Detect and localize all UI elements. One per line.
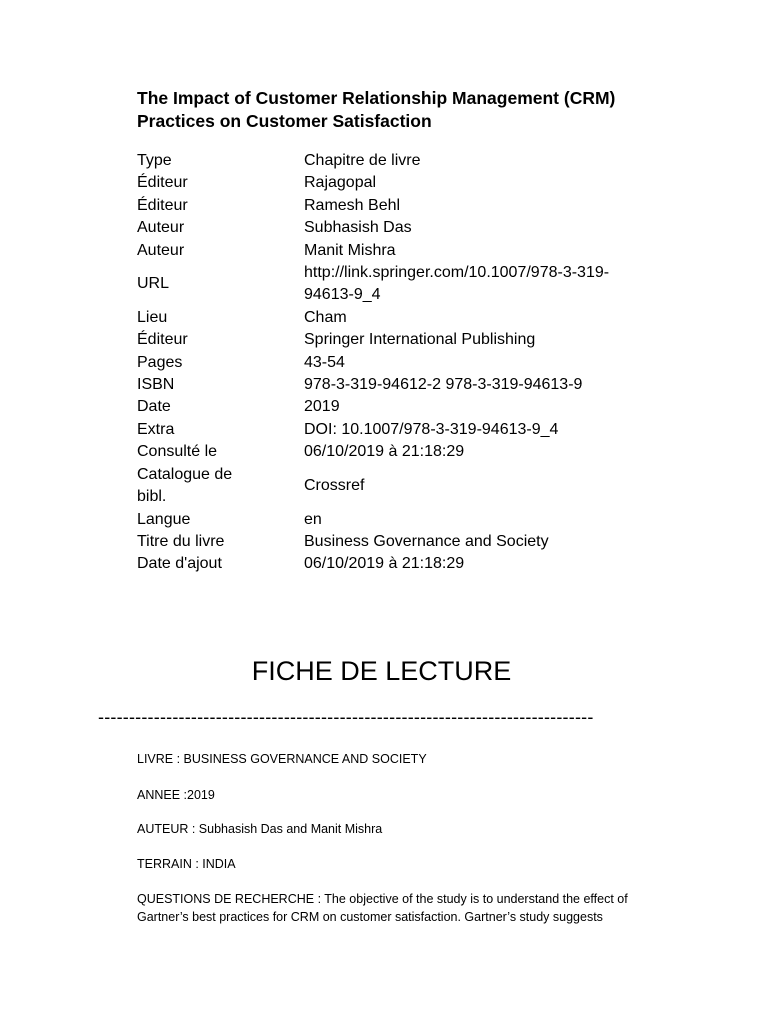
metadata-value bbox=[304, 172, 677, 194]
metadata-key bbox=[137, 195, 304, 217]
metadata-key-line: Pages bbox=[137, 353, 183, 371]
metadata-value bbox=[304, 441, 677, 463]
metadata-key-line: Consulté le bbox=[137, 443, 218, 461]
metadata-row bbox=[137, 172, 677, 194]
metadata-value-line: Subhasish Das bbox=[304, 219, 412, 237]
metadata-value-line: Springer International Publishing bbox=[304, 331, 536, 349]
metadata-value bbox=[304, 150, 677, 172]
metadata-key-line: URL bbox=[137, 275, 170, 293]
metadata-value bbox=[304, 195, 677, 217]
fiche-auteur: AUTEUR : Subhasish Das and Manit Mishra bbox=[137, 822, 383, 836]
metadata-row bbox=[137, 396, 677, 418]
metadata-key bbox=[137, 240, 304, 262]
metadata-value-line: Rajagopal bbox=[304, 174, 377, 192]
metadata-key bbox=[137, 531, 304, 553]
metadata-value bbox=[304, 509, 677, 531]
metadata-key bbox=[137, 329, 304, 351]
metadata-value-line: Manit Mishra bbox=[304, 241, 396, 259]
metadata-value bbox=[304, 374, 677, 396]
fiche-questions bbox=[137, 890, 687, 926]
metadata-key bbox=[137, 150, 304, 172]
metadata-key bbox=[137, 553, 304, 575]
metadata-value-line: en bbox=[304, 510, 322, 528]
metadata-key-line: Langue bbox=[137, 510, 191, 528]
metadata-row bbox=[137, 553, 677, 575]
metadata-value-line: 43-54 bbox=[304, 353, 345, 371]
fiche-annee: ANNEE :2019 bbox=[137, 788, 215, 802]
metadata-table bbox=[137, 150, 677, 576]
metadata-key-line: Extra bbox=[137, 420, 175, 438]
metadata-value-line: Ramesh Behl bbox=[304, 196, 401, 214]
metadata-value bbox=[304, 240, 677, 262]
metadata-key-line: Éditeur bbox=[137, 196, 188, 214]
metadata-key bbox=[137, 374, 304, 396]
metadata-value-line: Crossref bbox=[304, 476, 365, 494]
metadata-value-line: http://link.springer.com/10.1007/978-3-319- bbox=[304, 264, 610, 282]
metadata-key-line: bibl. bbox=[137, 488, 167, 506]
metadata-value-line: Chapitre de livre bbox=[304, 152, 421, 169]
metadata-row bbox=[137, 262, 677, 307]
metadata-key bbox=[137, 419, 304, 441]
metadata-key-line: Date bbox=[137, 398, 171, 416]
metadata-value bbox=[304, 396, 677, 418]
metadata-value-line: Cham bbox=[304, 308, 347, 326]
metadata-value-line: Business Governance and Society bbox=[304, 532, 549, 550]
document-title-line: The Impact of Customer Relationship Management (CRM) bbox=[137, 88, 616, 108]
separator-line: -------------------------------------------------------------------------------- bbox=[98, 707, 594, 727]
metadata-row bbox=[137, 217, 677, 239]
metadata-value-line: 94613-9_4 bbox=[304, 286, 381, 304]
metadata-key bbox=[137, 172, 304, 194]
metadata-key bbox=[137, 464, 304, 509]
metadata-row bbox=[137, 307, 677, 329]
fiche-questions-line: QUESTIONS DE RECHERCHE : The objective of the study is to understand the effect of bbox=[137, 892, 628, 906]
metadata-value bbox=[304, 531, 677, 553]
metadata-key bbox=[137, 307, 304, 329]
metadata-key bbox=[137, 352, 304, 374]
metadata-value-line: DOI: 10.1007/978-3-319-94613-9_4 bbox=[304, 420, 559, 438]
metadata-value-line: 06/10/2019 à 21:18:29 bbox=[304, 443, 465, 461]
fiche-livre: LIVRE : BUSINESS GOVERNANCE AND SOCIETY bbox=[137, 752, 427, 766]
metadata-value bbox=[304, 307, 677, 329]
metadata-value bbox=[304, 352, 677, 374]
metadata-value bbox=[304, 262, 677, 307]
metadata-key-line: ISBN bbox=[137, 376, 175, 394]
metadata-row bbox=[137, 352, 677, 374]
metadata-key-line: Éditeur bbox=[137, 174, 188, 192]
metadata-value bbox=[304, 329, 677, 351]
metadata-row bbox=[137, 374, 677, 396]
metadata-key-line: Catalogue de bbox=[137, 465, 233, 483]
metadata-row bbox=[137, 441, 677, 463]
metadata-key-line: Auteur bbox=[137, 219, 185, 237]
metadata-key-line: Type bbox=[137, 152, 172, 169]
metadata-value bbox=[304, 419, 677, 441]
metadata-key bbox=[137, 396, 304, 418]
metadata-key-line: Titre du livre bbox=[137, 532, 225, 550]
metadata-row bbox=[137, 464, 677, 509]
metadata-key-line: Lieu bbox=[137, 308, 168, 326]
metadata-row bbox=[137, 240, 677, 262]
metadata-value bbox=[304, 217, 677, 239]
metadata-value-line: 978-3-319-94612-2 978-3-319-94613-9 bbox=[304, 376, 583, 394]
fiche-terrain: TERRAIN : INDIA bbox=[137, 857, 236, 871]
metadata-value bbox=[304, 553, 677, 575]
metadata-row bbox=[137, 419, 677, 441]
metadata-row bbox=[137, 329, 677, 351]
metadata-row bbox=[137, 195, 677, 217]
metadata-key-line: Auteur bbox=[137, 241, 185, 259]
metadata-key bbox=[137, 509, 304, 531]
metadata-key bbox=[137, 262, 304, 307]
fiche-questions-line: Gartner’s best practices for CRM on customer satisfaction. Gartner’s study suggests bbox=[137, 910, 603, 924]
metadata-key-line: Éditeur bbox=[137, 331, 188, 349]
metadata-value-line: 2019 bbox=[304, 398, 340, 416]
metadata-key bbox=[137, 441, 304, 463]
metadata-key-line: Date d'ajout bbox=[137, 555, 222, 573]
metadata-row bbox=[137, 531, 677, 553]
metadata-value bbox=[304, 464, 677, 509]
metadata-key bbox=[137, 217, 304, 239]
document-title-line: Practices on Customer Satisfaction bbox=[137, 111, 432, 131]
metadata-row bbox=[137, 150, 677, 172]
metadata-row bbox=[137, 509, 677, 531]
fiche-heading: FICHE DE LECTURE bbox=[251, 656, 512, 686]
metadata-value-line: 06/10/2019 à 21:18:29 bbox=[304, 555, 465, 573]
document-title bbox=[137, 87, 697, 133]
